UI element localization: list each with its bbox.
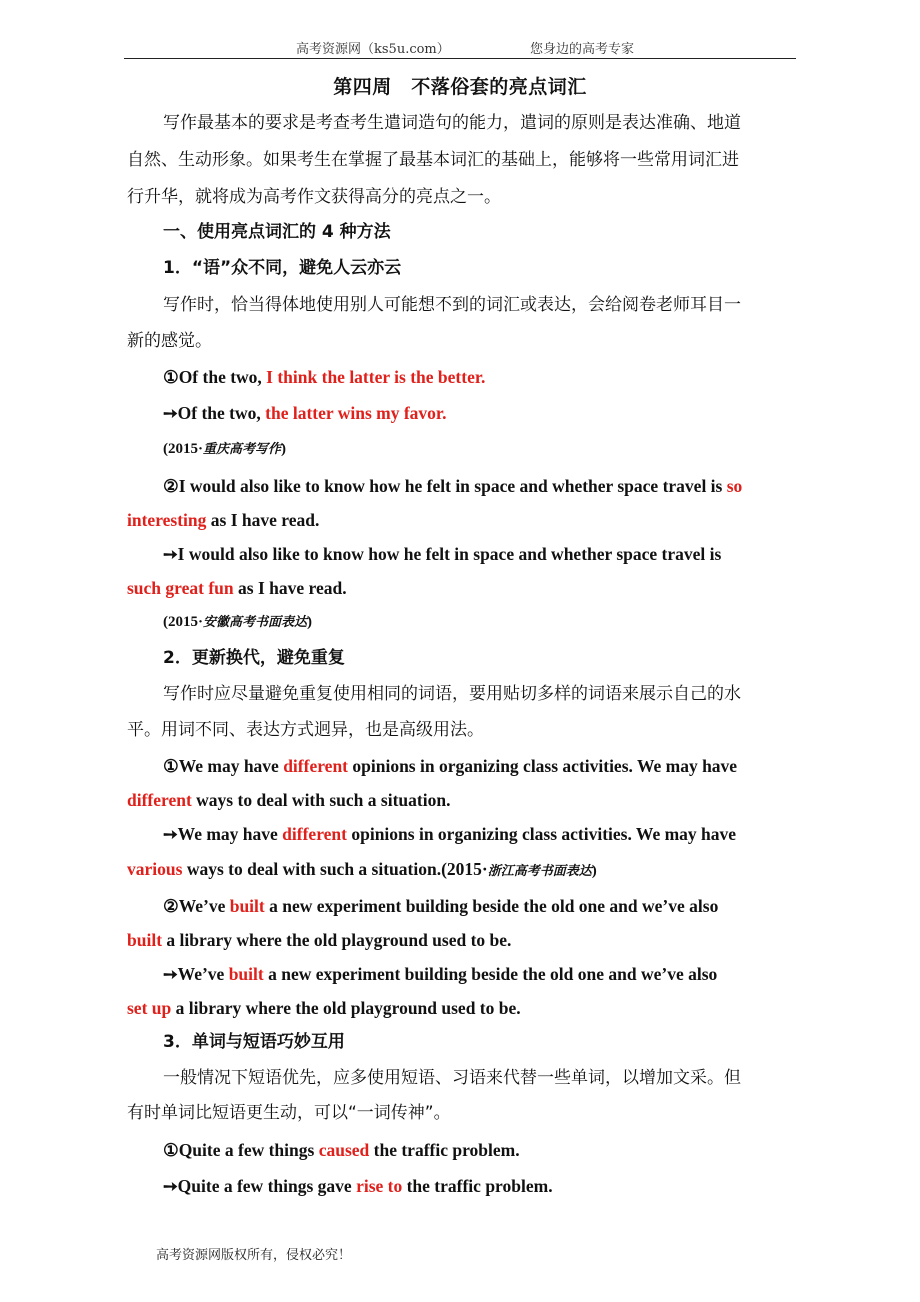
example-line	[163, 755, 737, 777]
example-line	[127, 997, 521, 1019]
intro-line: 行升华，就将成为高考作文获得高分的亮点之一。	[127, 187, 501, 207]
example-line	[127, 577, 347, 599]
example-text: ②We’ve	[163, 896, 230, 916]
method1-desc: 写作时，恰当得体地使用别人可能想不到的词汇或表达，会给阅卷老师耳目一	[163, 295, 741, 315]
example-text: ways to deal with such a situation.	[191, 790, 451, 810]
example-line	[163, 963, 717, 985]
source-year: (2015·	[163, 614, 203, 630]
highlight-text: so	[726, 476, 743, 496]
example-line	[163, 475, 742, 497]
highlight-text: rise to	[356, 1176, 403, 1196]
example-text: ways to deal with such a situation.(2015·	[182, 859, 488, 879]
source-year: (2015·	[163, 441, 203, 457]
example-text: the traffic problem.	[402, 1176, 553, 1196]
page-footer: 高考资源网版权所有，侵权必究！	[156, 1248, 352, 1263]
example-text: as I have read.	[206, 510, 320, 530]
example-line	[127, 789, 450, 811]
example-text: ➙I would also like to know how he felt in space and whether space travel is	[163, 544, 722, 564]
page-title: 第四周 不落俗套的亮点词汇	[333, 76, 587, 98]
example-text: opinions in organizing class activities. We may have	[348, 756, 738, 776]
highlight-text: the latter wins my favor.	[265, 403, 447, 423]
highlight-text: different	[127, 790, 192, 810]
example-text: ➙We may have	[163, 824, 283, 844]
source-end: )	[281, 441, 287, 457]
highlight-text: interesting	[127, 510, 207, 530]
highlight-text: set up	[127, 998, 172, 1018]
source-name: 安徽高考书面表达	[203, 614, 308, 629]
section-heading: 一、使用亮点词汇的 4 种方法	[163, 222, 391, 242]
highlight-text: different	[282, 824, 347, 844]
example-line	[127, 858, 597, 882]
method3-desc: 一般情况下短语优先，应多使用短语、习语来代替一些单词，以增加文采。但	[163, 1068, 741, 1088]
example-line	[163, 1175, 553, 1197]
example-text: as I have read.	[233, 578, 347, 598]
example-text: ②I would also like to know how he felt in space and whether space travel is	[163, 476, 727, 496]
highlight-text: built	[127, 930, 163, 950]
highlight-text: different	[283, 756, 348, 776]
example-line	[163, 895, 718, 917]
method2-heading: 2．更新换代，避免重复	[163, 648, 345, 668]
header-source: 高考资源网（ks5u.com）	[296, 42, 450, 57]
example-text: opinions in organizing class activities. We may have	[346, 824, 737, 844]
highlight-text: various	[127, 859, 183, 879]
method3-heading: 3．单词与短语巧妙互用	[163, 1032, 345, 1052]
example-line	[163, 1139, 520, 1161]
example-text: a library where the old playground used to be.	[162, 930, 512, 950]
example-text: ➙Quite a few things gave	[163, 1176, 357, 1196]
example-line	[127, 509, 319, 531]
example-line	[163, 823, 736, 845]
method1-heading: 1．“语”众不同，避免人云亦云	[163, 258, 402, 278]
source-note	[163, 438, 286, 460]
example-text: a new experiment building beside the old one and we’ve also	[263, 964, 718, 984]
source-name: 重庆高考写作	[203, 441, 282, 456]
source-name: 浙江高考书面表达	[487, 863, 592, 878]
example-text: the traffic problem.	[369, 1140, 520, 1160]
source-note	[163, 611, 312, 633]
method2-desc: 写作时应尽量避免重复使用相同的词语，要用贴切多样的词语来展示自己的水	[163, 684, 741, 704]
intro-line: 写作最基本的要求是考查考生遣词造句的能力，遣词的原则是表达准确、地道	[163, 113, 741, 133]
source-end: )	[591, 863, 597, 879]
page-header	[124, 36, 796, 59]
method2-desc: 平。用词不同、表达方式迥异，也是高级用法。	[127, 720, 484, 740]
example-text: a new experiment building beside the old one and we’ve also	[264, 896, 719, 916]
example-text: ➙We’ve	[163, 964, 229, 984]
highlight-text: I think the latter is the better.	[266, 367, 486, 387]
example-text: ➙Of the two,	[163, 403, 266, 423]
highlight-text: built	[228, 964, 264, 984]
highlight-text: caused	[318, 1140, 370, 1160]
header-slogan: 您身边的高考专家	[530, 42, 635, 57]
example-line	[127, 929, 511, 951]
example-text: ①We may have	[163, 756, 284, 776]
example-line	[163, 402, 446, 424]
example-line	[163, 543, 721, 565]
example-text: a library where the old playground used to be.	[171, 998, 521, 1018]
example-text: ①Of the two,	[163, 367, 267, 387]
method1-desc: 新的感觉。	[127, 331, 212, 351]
intro-line: 自然、生动形象。如果考生在掌握了最基本词汇的基础上，能够将一些常用词汇进	[127, 150, 739, 170]
highlight-text: such great fun	[127, 578, 234, 598]
highlight-text: built	[229, 896, 265, 916]
source-end: )	[307, 614, 313, 630]
method3-desc: 有时单词比短语更生动，可以“一词传神”。	[127, 1103, 451, 1123]
example-line	[163, 366, 485, 388]
example-text: ①Quite a few things	[163, 1140, 319, 1160]
